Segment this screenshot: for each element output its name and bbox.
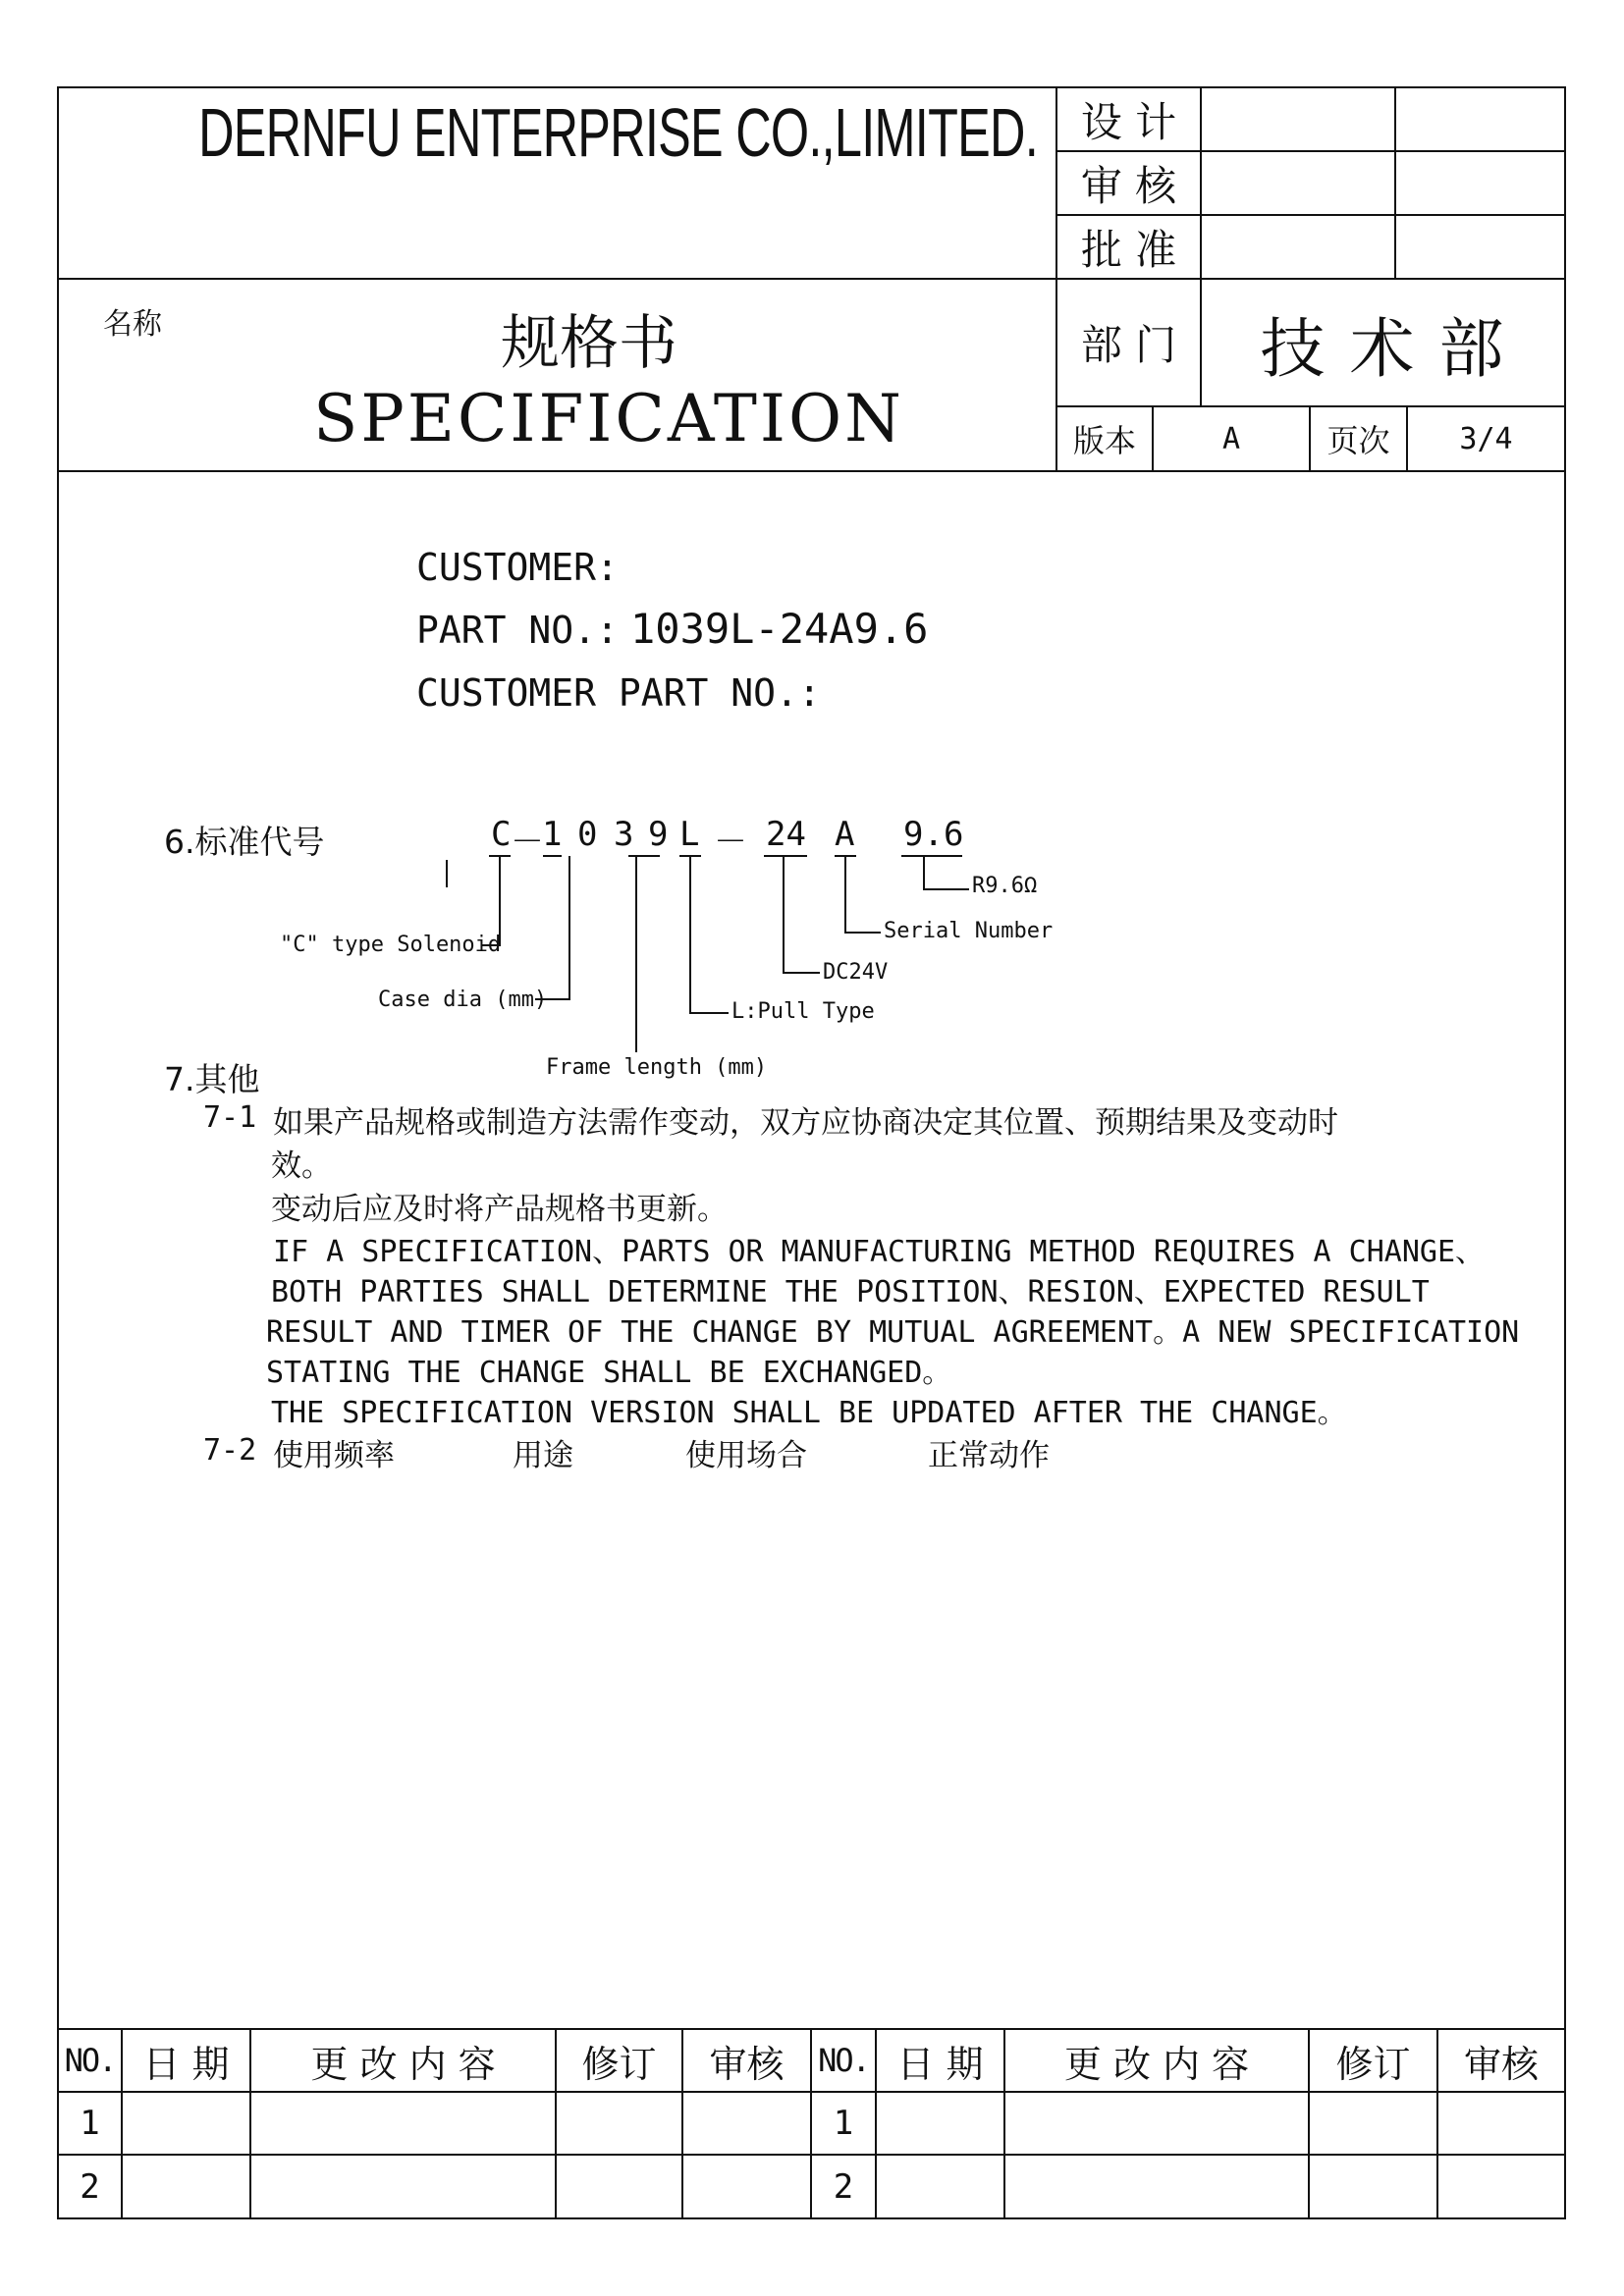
- section-7-title: 7.其他: [164, 1060, 260, 1098]
- name-label: 名称: [103, 307, 162, 342]
- rev-header-content-2: 更 改 内 容: [1063, 2042, 1250, 2086]
- part-no-value: 1039L-24A9.6: [630, 605, 929, 653]
- annotation-resistance: R9.6Ω: [972, 874, 1038, 898]
- usage-occasion: 使用场合: [685, 1438, 807, 1473]
- clause-7-1-cn-line-2: 效。: [271, 1148, 332, 1184]
- dept-value: 技 术 部: [1260, 310, 1506, 387]
- code-char-dash-2: －: [714, 823, 747, 862]
- clause-7-2-label: 7-2: [203, 1433, 257, 1468]
- clause-7-1-en-line-1: IF A SPECIFICATION、PARTS OR MANUFACTURING METHOD REQUIRES A CHANGE、: [273, 1235, 1485, 1269]
- section-6-title: 6.标准代号: [164, 823, 325, 861]
- page-label: 页次: [1326, 422, 1390, 459]
- code-char-24: 24: [766, 815, 806, 854]
- customer-part-no-label: CUSTOMER PART NO.:: [416, 671, 821, 715]
- rev-header-reviewed-2: 审核: [1463, 2042, 1539, 2086]
- clause-7-1-cn-line-3: 变动后应及时将产品规格书更新。: [271, 1192, 728, 1227]
- code-char-3: 3: [614, 815, 634, 854]
- code-char-l: L: [679, 815, 700, 854]
- clause-7-1-label: 7-1: [203, 1100, 257, 1135]
- rev-header-reviewed: 审核: [709, 2042, 785, 2086]
- usage-purpose: 用途: [513, 1438, 573, 1473]
- annotation-voltage: DC24V: [823, 960, 889, 985]
- customer-label: CUSTOMER:: [416, 546, 619, 589]
- company-name: DERNFU ENTERPRISE CO.,LIMITED.: [198, 94, 1038, 171]
- code-char-1: 1: [542, 815, 563, 854]
- rev-header-no-2: NO.: [818, 2042, 869, 2079]
- rev-header-date: 日 期: [142, 2042, 230, 2086]
- clause-7-1-en-line-4: STATING THE CHANGE SHALL BE EXCHANGED。: [266, 1356, 952, 1390]
- version-value: A: [1221, 421, 1241, 456]
- annotation-serial-number: Serial Number: [884, 919, 1054, 943]
- rev-row-2-no: 2: [80, 2166, 100, 2207]
- clause-7-1-en-line-3: RESULT AND TIMER OF THE CHANGE BY MUTUAL AGREEMENT。A NEW SPECIFICATION: [266, 1315, 1520, 1350]
- version-label: 版本: [1072, 422, 1136, 459]
- title-cn: 规格书: [501, 309, 677, 378]
- annotation-case-dia: Case dia (mm): [378, 988, 548, 1012]
- usage-frequency: 使用频率: [273, 1438, 395, 1473]
- code-char-c: C: [491, 815, 512, 854]
- approval-design-label: 设 计: [1080, 97, 1177, 146]
- part-no-label: PART NO.:: [416, 609, 619, 652]
- code-char-0: 0: [577, 815, 598, 854]
- code-leader-lines: [0, 0, 1624, 1080]
- rev-header-revised-2: 修订: [1335, 2042, 1411, 2086]
- clause-7-1-en-line-5: THE SPECIFICATION VERSION SHALL BE UPDATED AFTER THE CHANGE。: [271, 1396, 1347, 1430]
- rev-row-1-no: 1: [80, 2104, 100, 2143]
- rev-header-no: NO.: [64, 2042, 116, 2079]
- annotation-frame-length: Frame length (mm): [546, 1055, 768, 1080]
- rev-header-date-2: 日 期: [896, 2042, 984, 2086]
- clause-7-1-en-line-2: BOTH PARTIES SHALL DETERMINE THE POSITION、RESION、EXPECTED RESULT: [271, 1275, 1430, 1309]
- annotation-pull-type: L:Pull Type: [731, 999, 875, 1024]
- rev-header-content: 更 改 内 容: [310, 2042, 496, 2086]
- rev-row-2-no-2: 2: [833, 2166, 854, 2207]
- rev-header-revised: 修订: [581, 2042, 657, 2086]
- rev-row-1-no-2: 1: [833, 2104, 854, 2143]
- code-char-9-6: 9.6: [903, 815, 964, 854]
- approval-approve-label: 批 准: [1080, 225, 1177, 274]
- code-char-a: A: [835, 815, 855, 854]
- approval-review-label: 审 核: [1080, 161, 1177, 210]
- usage-normal-action: 正常动作: [928, 1438, 1050, 1473]
- dept-label: 部 门: [1080, 321, 1177, 369]
- code-char-dash-1: －: [511, 823, 544, 862]
- page-value: 3/4: [1459, 421, 1513, 456]
- code-char-9: 9: [648, 815, 669, 854]
- clause-7-1-cn-line-1: 如果产品规格或制造方法需作变动，双方应协商决定其位置、预期结果及变动时: [273, 1105, 1338, 1141]
- annotation-c-type: "C" type Solenoid: [280, 933, 502, 957]
- title-en: SPECIFICATION: [313, 381, 904, 456]
